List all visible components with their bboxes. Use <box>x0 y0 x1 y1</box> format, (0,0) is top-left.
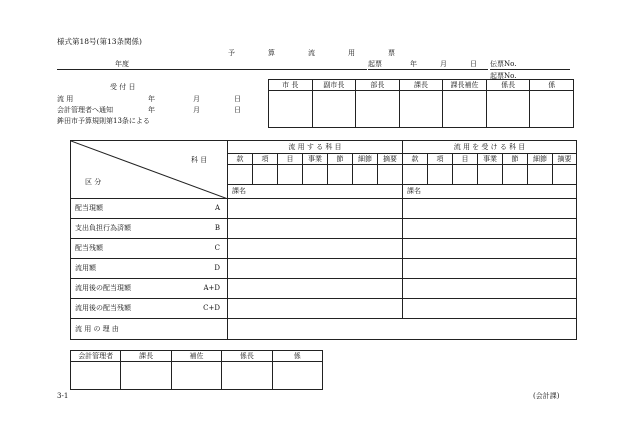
receipt-row-2-label: 会計管理者へ通知 <box>57 106 113 114</box>
row-label: 流用額 <box>75 264 96 272</box>
from-col-kou: 項 <box>253 154 278 165</box>
row-code: C <box>214 244 220 252</box>
stamp-cell <box>443 91 487 128</box>
approval-bottom-subsection-chief: 係長 <box>222 351 272 362</box>
receipt-heading: 受 付 日 <box>110 83 136 91</box>
blank-cell <box>303 165 328 185</box>
fiscal-year-underline <box>57 69 367 70</box>
receipt-row-2-month: 月 <box>193 106 200 114</box>
from-value-cell <box>228 299 403 319</box>
from-value-cell <box>228 279 403 299</box>
kamoku-kubun-cell <box>71 141 228 199</box>
stamp-cell <box>399 91 443 128</box>
kubun-label: 区 分 <box>85 178 102 186</box>
to-value-cell <box>403 259 577 279</box>
row-code: C+D <box>203 304 220 312</box>
from-kamei: 課名 <box>228 185 403 199</box>
blank-cell <box>503 165 528 185</box>
to-value-cell <box>403 219 577 239</box>
approval-top-director: 部長 <box>356 80 400 91</box>
row-ryuyou-gaku <box>71 259 228 279</box>
title-char-1: 予 <box>228 49 235 57</box>
approval-bottom-accounting-manager: 会計管理者 <box>71 351 121 362</box>
fiscal-year-label: 年度 <box>115 60 129 68</box>
to-value-cell <box>403 299 577 319</box>
receipt-row-3-label: 鉾田市予算規則第13条による <box>57 117 150 125</box>
approval-top-vice-mayor: 副市長 <box>312 80 356 91</box>
row-label: 配当残額 <box>75 244 103 252</box>
stamp-cell <box>530 91 574 128</box>
stamp-cell <box>272 362 322 390</box>
denpyo-no-underline <box>490 69 570 70</box>
blank-cell <box>428 165 453 185</box>
kihyo-underline <box>368 69 488 70</box>
to-col-tekiyo: 摘要 <box>553 154 577 165</box>
from-value-cell <box>228 199 403 219</box>
blank-cell <box>528 165 553 185</box>
to-col-saisetsu: 細節 <box>528 154 553 165</box>
row-after-genkaku <box>71 279 228 299</box>
stamp-cell <box>486 91 530 128</box>
row-code: D <box>214 264 220 272</box>
kihyo-label: 起票 <box>368 60 382 68</box>
to-kamei: 課名 <box>403 185 577 199</box>
form-number: 様式第18号(第13条関係) <box>57 37 142 46</box>
from-value-cell <box>228 239 403 259</box>
row-label: 配当現額 <box>75 204 103 212</box>
blank-cell <box>478 165 503 185</box>
approval-grid-top <box>268 79 574 128</box>
department-label: (会計課) <box>533 392 560 400</box>
stamp-cell <box>269 91 313 128</box>
page-number: 3-1 <box>57 392 69 400</box>
receipt-row-1-day: 日 <box>234 95 241 103</box>
receipt-row-1-year: 年 <box>148 95 155 103</box>
approval-bottom-section-chief: 課長 <box>121 351 171 362</box>
denpyo-no-label: 伝票No. <box>490 60 517 68</box>
to-col-setsu: 節 <box>503 154 528 165</box>
receipt-row-1-label: 流 用 <box>57 95 74 103</box>
blank-cell <box>378 165 403 185</box>
stamp-cell <box>356 91 400 128</box>
to-col-kou: 項 <box>428 154 453 165</box>
to-subject-header: 流 用 を 受 け る 科 目 <box>403 141 577 154</box>
kamoku-label: 科 目 <box>191 156 208 164</box>
to-value-cell <box>403 279 577 299</box>
blank-cell <box>353 165 378 185</box>
approval-bottom-deputy: 補佐 <box>171 351 221 362</box>
approval-bottom-staff: 係 <box>272 351 322 362</box>
to-value-cell <box>403 199 577 219</box>
from-value-cell <box>228 259 403 279</box>
receipt-row-1-month: 月 <box>193 95 200 103</box>
from-col-moku: 目 <box>278 154 303 165</box>
main-table <box>70 140 577 340</box>
row-code: A <box>214 204 220 212</box>
blank-cell <box>253 165 278 185</box>
title-char-2: 算 <box>268 49 275 57</box>
from-col-jigyo: 事業 <box>303 154 328 165</box>
from-col-setsu: 節 <box>328 154 353 165</box>
receipt-row-2-year: 年 <box>148 106 155 114</box>
stamp-cell <box>222 362 272 390</box>
row-haitou-zangaku <box>71 239 228 259</box>
title-char-3: 流 <box>308 49 315 57</box>
stamp-cell <box>171 362 221 390</box>
title-char-5: 票 <box>388 49 395 57</box>
blank-cell <box>553 165 577 185</box>
to-value-cell <box>403 239 577 259</box>
stamp-cell <box>121 362 171 390</box>
row-after-zangaku <box>71 299 228 319</box>
approval-top-deputy-chief: 課長補佐 <box>443 80 487 91</box>
kihyo-year-unit: 年 <box>410 60 417 68</box>
to-col-kan: 款 <box>403 154 428 165</box>
reason-cell <box>228 319 577 340</box>
from-col-tekiyo: 摘要 <box>378 154 403 165</box>
diagonal-line <box>71 141 228 199</box>
approval-top-staff: 係 <box>530 80 574 91</box>
row-code: A+D <box>203 284 220 292</box>
blank-cell <box>403 165 428 185</box>
receipt-row-2-day: 日 <box>234 106 241 114</box>
kihyo-no-label: 起票No. <box>490 72 517 80</box>
row-label: 流用後の配当現額 <box>75 284 131 292</box>
from-col-saisetsu: 細節 <box>353 154 378 165</box>
kihyo-month-unit: 月 <box>440 60 447 68</box>
from-subject-header: 流 用 す る 科 目 <box>228 141 403 154</box>
approval-top-section-chief: 課長 <box>399 80 443 91</box>
blank-cell <box>228 165 253 185</box>
from-value-cell <box>228 219 403 239</box>
row-shishutsu-futan <box>71 219 228 239</box>
blank-cell <box>453 165 478 185</box>
from-col-kan: 款 <box>228 154 253 165</box>
row-label: 支出負担行為済額 <box>75 224 131 232</box>
reason-label: 流 用 の 理 由 <box>71 319 228 340</box>
row-code: B <box>214 224 220 232</box>
to-col-moku: 目 <box>453 154 478 165</box>
stamp-cell <box>71 362 121 390</box>
blank-cell <box>278 165 303 185</box>
blank-cell <box>328 165 353 185</box>
title-char-4: 用 <box>348 49 355 57</box>
row-haitou-genkaku <box>71 199 228 219</box>
stamp-cell <box>312 91 356 128</box>
approval-grid-bottom <box>70 350 323 390</box>
approval-top-subsection-chief: 係長 <box>486 80 530 91</box>
approval-top-mayor: 市 長 <box>269 80 313 91</box>
to-col-jigyo: 事業 <box>478 154 503 165</box>
row-label: 流用後の配当残額 <box>75 304 131 312</box>
kihyo-day-unit: 日 <box>470 60 477 68</box>
